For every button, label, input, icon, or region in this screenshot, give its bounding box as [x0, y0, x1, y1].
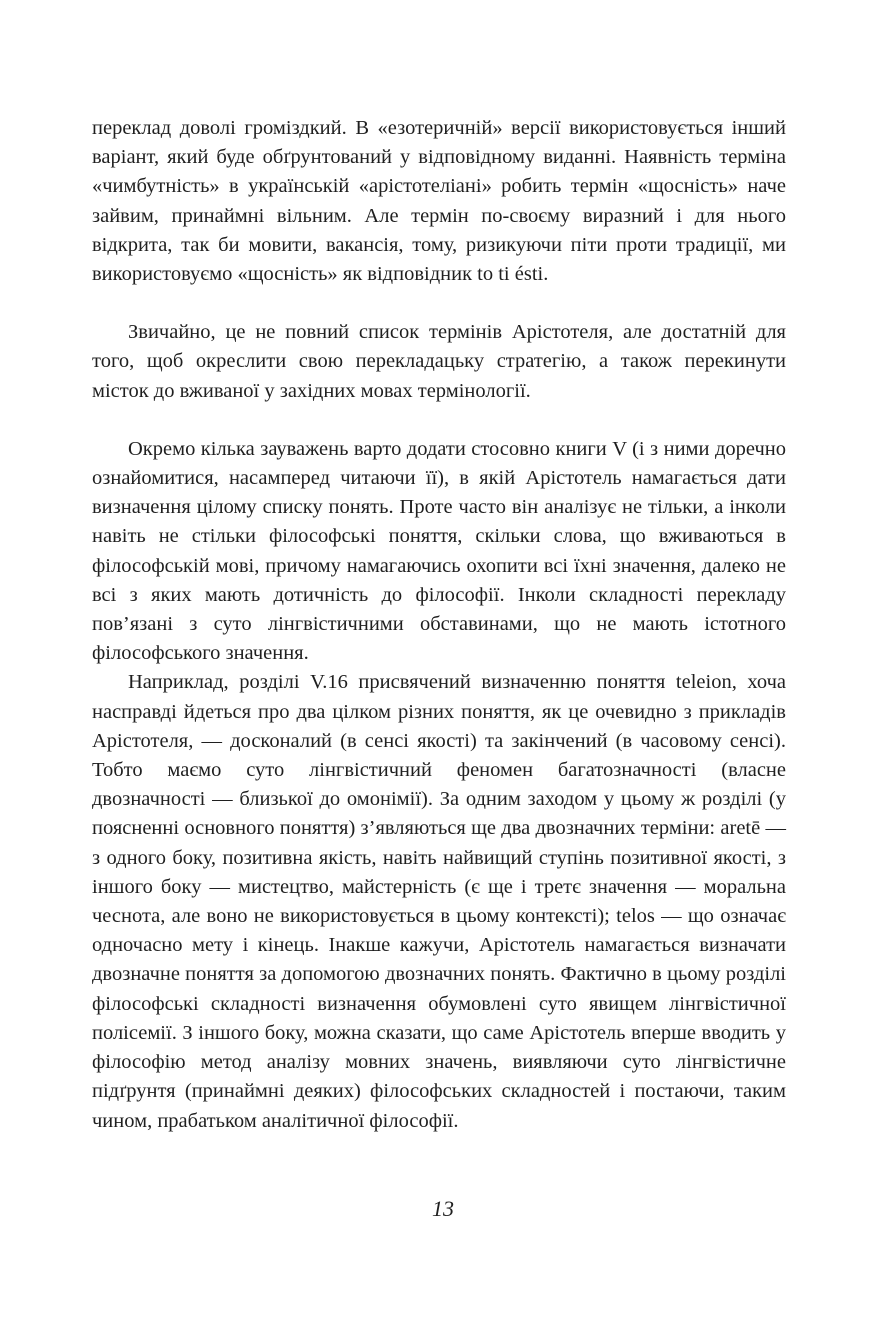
paragraph-terms-summary: Звичайно, це не повний список термінів Арістотеля, але достатній для того, щоб окреслити свою перекладацьку стратегію, а також перекинути місток до вживаної у західних мовах термінології.	[92, 321, 786, 402]
paragraph-teleion-example: Наприклад, розділі V.16 присвячений визначенню поняття teleion, хоча насправді йдеться про два цілком різних поняття, як це очевидно з прикладів Арістотеля, — досконалий (в сенсі якості) та закінчений (в часовому сенсі). Тобто маємо суто лінгвістичний феномен багатозначності (власне двозначності — близької до омонімії). За одним заходом у цьому ж розділі (у поясненні основного поняття) з’являються ще два двозначних терміни: aretē — з одного боку, позитивна якість, навіть найвищий ступінь позитивної якості, з іншого боку — мистецтво, майстерність (є ще і третє значення — моральна чеснота, але воно не використовується в цьому контексті); telos — що означає одночасно мету і кінець. Інакше кажучи, Арістотель намагається визначати двозначне поняття за допомогою двозначних понять. Фактично в цьому розділі філософські складності визначення обумовлені суто явищем лінгвістичної полісемії. З іншого боку, можна сказати, що саме Арістотель вперше вводить у філософію метод аналізу мовних значень, виявляючи суто лінгвістичне підґрунтя (принаймні деяких) філософських складностей і постаючи, таким чином, прабатьком аналітичної філософії.	[92, 671, 786, 1132]
paragraph-book-v-remarks: Окремо кілька зауважень варто додати стосовно книги V (і з ними доречно ознайомитися, насамперед читаючи її), в якій Арістотель намагається дати визначення цілому списку понять. Проте часто він аналізує не тільки, а інколи навіть не стільки філософські поняття, скільки слова, що вживаються в філософській мові, причому намагаючись охопити всі їхні значення, далеко не всі з яких мають дотичність до філософії. Інколи складності перекладу пов’язані з суто лінгвістичними обставинами, що не мають істотного філософського значення.	[92, 437, 786, 665]
page-number: 13	[432, 1196, 454, 1221]
page-body	[92, 114, 786, 1136]
paragraph-continuation: переклад доволі громіздкий. В «езотеричній» версії використовується інший варіант, який буде обґрунтований у відповідному виданні. Наявність терміна «чимбутність» в українській «арістотеліані» робить термін «щосність» наче зайвим, принаймні вільним. Але термін по-своєму виразний і для нього відкрита, так би мовити, вакансія, тому, ризикуючи піти проти традиції, ми використовуємо «щосність» як відповідник to ti ésti.	[92, 117, 786, 286]
